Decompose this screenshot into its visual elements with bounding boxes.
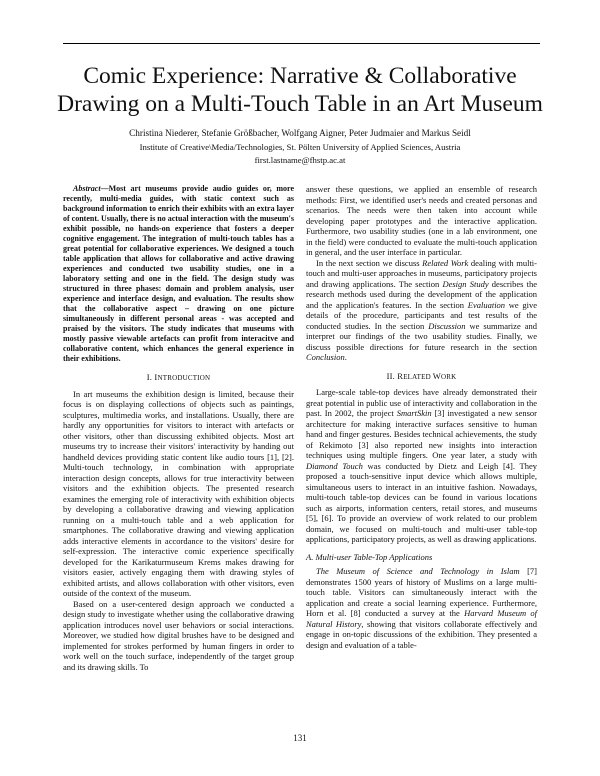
- abstract-label: Abstract: [73, 184, 101, 193]
- section-title-part: ELATED: [403, 372, 433, 381]
- related-work-paragraph-2: [306, 566, 537, 650]
- right-paragraph-2: [306, 258, 537, 363]
- text-span: [7] demonstrates 1500 years of history of Muslims on a large multi-touch table. Visitors can simultaneously interact with the application and create a social learning experience. Furthermore, Horn et al. [8] conducted a survey at the: [306, 566, 537, 618]
- abstract-text: —Most art museums provide audio guides or, more recently, multi-media guides, with static context such as background information to enrich their exhibits with an extra layer of content. Usually, there is no actual interaction with the museum's exhibit possible, no hands-on experience that fosters a deeper cognitive engagement. The integration of multi-touch tables has a great potential for collaborative experiences. We designed a touch table application that allows for collaborative and active drawing experiences and conducted two usability studies, one in a laboratory setting and one in the field. The design study was structured in three phases: domain and problem analysis, user experience and interface design, and evaluation. The results show that the collaborative aspect – drawing on one picture simultaneously in different personal areas - was accepted and praised by the visitors. The study indicates that museums with mostly passive viewable artefacts can profit from interacitve and collaborative content, which enhances the general experience in their exhibitions.: [63, 184, 294, 363]
- author-list: Christina Niederer, Stefanie Größbacher, Wolfgang Aigner, Peter Judmaier and Markus Seidl: [129, 128, 471, 138]
- text-span: was conducted by Dietz and Leigh [4]. They proposed a touch-sensitive input device which allows multiple, simultaneous users to interact in an intuitive fashion. Nowadays, multi-touch table-top devices can be found in various locations such as airports, information centers, retail stores, and museums [5], [6]. To provide an overview of work related to our problem domain, we focused on multi-touch and multi-user table-top applications, participatory projects, as well as drawing applications.: [306, 460, 537, 544]
- text-span: , showing that visitors collaborate effectively and engage in on-topic discussions of the exhibition. They presented a design and evaluation of a table-: [306, 618, 538, 650]
- left-column: [63, 184, 294, 672]
- museum-name: The Museum of Science and Technology in Islam: [316, 566, 520, 576]
- section-number: II. R: [386, 370, 404, 381]
- section-number: I. I: [146, 372, 158, 382]
- abstract: [63, 184, 294, 364]
- section-ref-related-work: Related Work: [422, 257, 469, 268]
- intro-paragraph-2: Based on a user-centered design approach we conducted a design study to investigate whether using the collaborative drawing application introduces novel user behaviors or social interactions. Moreover, we studied how digital brushes have to be designed and implemented for strokes performed by human fingers in order to work well on the touch surface, independently of the target group and its drawing skills. To: [63, 598, 294, 672]
- section-heading-introduction: [63, 372, 294, 384]
- section-ref-discussion: Discussion: [428, 320, 466, 331]
- text-span: [3] investigated a new sensor architecture for making interactive surfaces sensitive to human hand and finger gestures. Besides technical achievements, the study of Rekimoto [3] also reported new insights into interaction techniques using multiple fingers. One year later, a study with: [306, 408, 537, 460]
- text-span: we give details of the procedure, participants and test results of the conducted studies. In the section: [306, 299, 538, 331]
- text-span: describes the research methods used during the development of the application and the application's features. In the section: [306, 278, 538, 310]
- section-title-part: ORK: [441, 372, 457, 381]
- paper-title-line-1: Comic Experience: Narrative & Collaborative: [83, 63, 517, 89]
- section-ref-conclusion: Conclusion: [306, 352, 345, 362]
- page-number: 131: [293, 733, 307, 743]
- contact-email: first.lastname@fhstp.ac.at: [254, 155, 346, 165]
- text-span: we summarize and interpret our findings of the two usability studies. Finally, we discuss possible directions for future research in the section: [306, 320, 537, 352]
- text-span: dealing with multi-touch and multi-user approaches in museums, participatory projects and drawing applications. The section: [306, 257, 537, 289]
- text-span: .: [344, 352, 347, 362]
- section-title-part: W: [432, 370, 442, 381]
- project-name-diamond-touch: Diamond Touch: [306, 460, 363, 471]
- intro-paragraph-1: In art museums the exhibition design is limited, because their focus is on displaying collections of objects such as paintings, sculptures, multimedia works, and installations. Usually, there are hardly any opportunities for visitors to interact with artefacts or other visitors, other than discussing exhibited objects. Most art museums try to increase their visitors' interactivity by handing out handheld devices providing static content like audio tours [1], [2]. Multi-touch technology, in combination with appropriate interaction design concepts, allows for true interactivity between visitors and the exhibition objects. The presented research examines the emerging role of interactivity with exhibition objects by developing a collaborative drawing and viewing application running on a multi-touch table and a web application for smartphones. The collaborative drawing and viewing application adds interactive elements in accordance to the visitors' desire for self-expression. The interactive comic experience specifically developed for the Karikaturmuseum Krems makes drawing for visitors easier, actively engaging them with drawing styles of exhibited artists, and allows collaboration with other visitors, even outside of the context of the museum.: [63, 388, 294, 598]
- subsection-heading: A. Multi-user Table-Top Applications: [306, 551, 433, 562]
- right-paragraph-1: answer these questions, we applied an ensemble of research methods: First, we identified user's needs and created personas and scenarios. The needs were then taken into account while developing paper prototypes and the interactive application. Furthermore, two usability studies (one in a lab environment, one in the field) were conducted to evaluate the multi-touch application in general, and the user interface in particular.: [306, 184, 537, 257]
- text-span: In the next section we discuss: [316, 257, 423, 268]
- section-heading-related-work: [306, 371, 537, 383]
- section-ref-evaluation: Evaluation: [467, 299, 506, 310]
- section-ref-design-study: Design Study: [442, 278, 489, 289]
- project-name-smartskin: SmartSkin: [396, 408, 432, 418]
- section-title-rest: NTRODUCTION: [157, 374, 211, 382]
- right-column: [306, 184, 537, 650]
- top-rule: [63, 43, 540, 44]
- related-work-paragraph-1: [306, 387, 537, 545]
- text-span: Large-scale table-top devices have already demonstrated their great potential in public use of interactivity and collaboration in the past. In 2002, the project: [306, 387, 537, 418]
- paper-title-line-2: Drawing on a Multi-Touch Table in an Art Museum: [57, 91, 543, 117]
- affiliation: Institute of Creative\Media/Technologies, St. Pölten University of Applied Sciences, Austria: [139, 142, 461, 152]
- museum-name-harvard: Harvard Museum of Natural History: [306, 608, 538, 629]
